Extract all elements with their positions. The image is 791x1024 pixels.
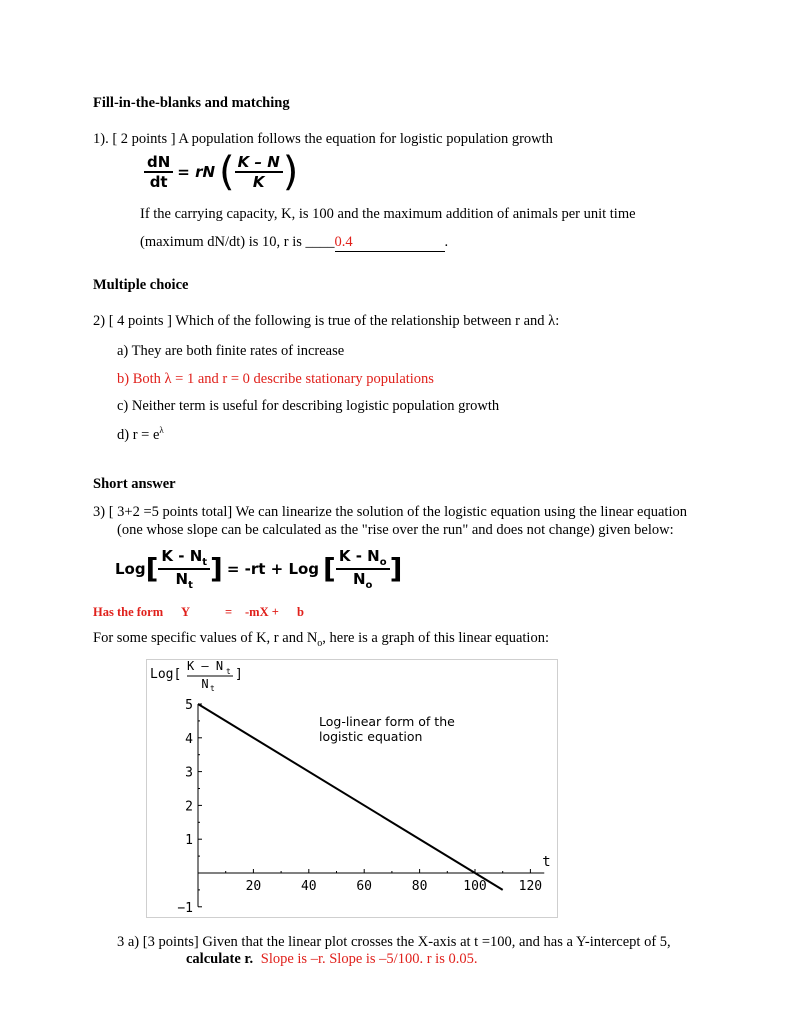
y-tick-label: 3 [185,765,193,781]
right-numerator-sub: o [379,557,387,568]
logistic-equation [144,149,299,195]
graph-intro-post: , here is a graph of this linear equation: [322,630,549,646]
option-b: b) Both λ = 1 and r = 0 describe stationary populations [117,371,434,387]
left-numerator-sub: t [202,557,208,568]
question-3a-answer: Slope is –r. Slope is –5/100. r is 0.05. [260,951,478,967]
equation-left-fraction [158,547,210,591]
equation-rn: = rN [177,163,216,181]
answer-blank[interactable] [335,234,445,252]
option-a: a) They are both finite rates of increase [117,343,345,359]
question-1-stem: 1). [ 2 points ] A population follows the equation for logistic population growth [93,131,553,147]
question-3-line-1: 3) [ 3+2 =5 points total] We can linearize the solution of the logistic equation using the linear equation [93,504,687,520]
ylabel-post: ] [235,667,243,682]
question-1-line-2-text: (maximum dN/dt) is 10, r is ____ [140,234,335,250]
ylabel-numerator: K – N [186,660,224,673]
ylabel-pre: Log[ [150,667,182,682]
x-tick-label: 100 [463,879,487,894]
chart-title [319,714,455,744]
ylabel-numerator-sub: t [226,667,231,676]
chart-frame [146,659,558,918]
y-tick-label: 4 [185,731,193,747]
right-bracket-2: ] [389,552,403,585]
x-tick-label: 60 [356,879,373,894]
question-1-period: . [444,234,449,250]
graph-intro [93,630,549,649]
section-heading-multiple-choice: Multiple choice [93,277,189,293]
linear-equation [115,547,402,591]
graph-intro-sub: o [317,637,323,649]
y-tick-label: 5 [185,698,193,713]
equation-derivative [144,153,173,191]
question-3a-line-1: 3 a) [3 points] Given that the linear plot crosses the X-axis at t =100, and has a Y-intercept of 5, [117,934,671,950]
left-bracket-2: [ [323,552,336,585]
left-numerator: K - N [161,547,203,565]
right-numerator: K - N [338,547,380,565]
equation-numerator: K – N [235,153,283,173]
x-tick-label: 80 [411,879,428,894]
x-tick-label: 40 [300,879,317,894]
question-3-line-2: (one whose slope can be calculated as the "rise over the run" and does not change) given below: [117,522,674,538]
ylabel-denominator: N [201,677,209,691]
equation-fraction [235,153,283,191]
y-axis-label [150,660,243,693]
has-the-form-label: Has the form [93,605,164,619]
option-c: c) Neither term is useful for describing logistic population growth [117,398,500,414]
equation-log-left: Log [115,560,146,578]
section-heading-fill-in: Fill-in-the-blanks and matching [93,95,290,111]
right-denominator: N [352,570,366,588]
question-3a-line-2 [186,951,477,968]
section-heading-short-answer: Short answer [93,476,176,492]
left-denominator-sub: t [188,580,193,591]
equation-denominator: K [252,173,265,191]
equation-middle: = -rt + Log [226,560,320,578]
question-3a-prompt: calculate r. [186,951,254,967]
equation-right-fraction [336,547,390,591]
x-axis-label: t [542,854,551,870]
form-b: b [297,605,304,619]
x-tick-label: 120 [518,879,543,894]
equation-dt: dt [149,173,168,191]
x-tick-label: 20 [245,879,262,894]
question-1-answer: 0.4 [334,234,353,250]
y-tick-label: −1 [177,900,193,916]
option-d-text: d) r = e [117,426,160,443]
ylabel-denominator-sub: t [210,684,215,693]
y-tick-label: 2 [185,799,193,815]
graph-intro-text: For some specific values of K, r and N [93,630,318,646]
question-1-line-2 [140,234,448,252]
chart-title-line: Log-linear form of the [319,714,455,729]
form-y: Y [181,605,191,619]
right-paren: ) [282,149,299,195]
chart-title-line: logistic equation [319,729,423,744]
question-1-line-1: If the carrying capacity, K, is 100 and the maximum addition of animals per unit time [140,206,636,222]
left-bracket-1: [ [145,552,159,585]
log-linear-chart [147,660,557,917]
left-paren: ( [219,149,235,195]
form-mx: -mX + [245,605,279,619]
option-d-superscript: λ [159,425,164,435]
question-2-stem: 2) [ 4 points ] Which of the following is true of the relationship between r and λ: [93,313,560,329]
right-bracket-1: ] [210,552,223,585]
right-denominator-sub: o [365,580,373,591]
equation-dn: dN [144,153,173,173]
left-denominator: N [175,570,189,588]
y-tick-label: 1 [185,833,193,849]
option-d [117,425,164,444]
form-equals: = [225,605,233,619]
